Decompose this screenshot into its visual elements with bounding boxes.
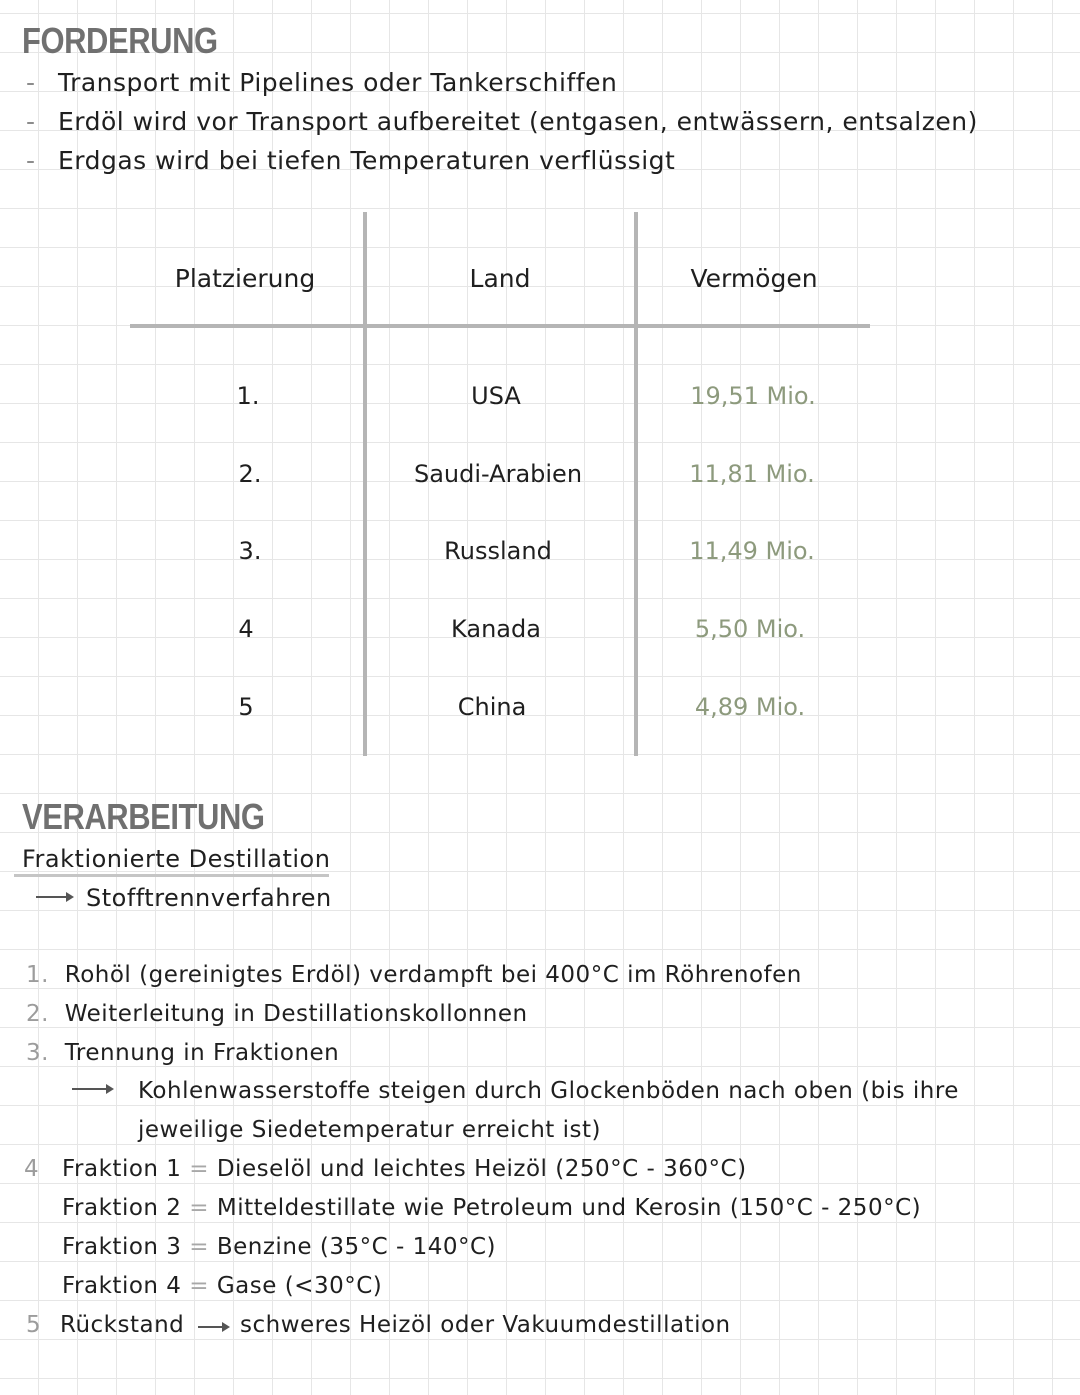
step-text: Rohöl (gereinigtes Erdöl) verdampft bei 400°C im Röhrenofen [64,962,802,988]
fraction-item [62,1195,921,1221]
table-cell-wealth: 11,49 Mio. [689,537,815,565]
table-cell-country: Russland [444,537,552,565]
step-number: 2. [26,1001,49,1027]
fraction-equals: = [189,1195,210,1221]
table-cell-country: China [457,693,527,721]
fraction-equals: = [189,1234,210,1260]
subheading-underline [14,874,329,877]
bullet-item [26,146,675,175]
fraction-label: Fraktion 2 [62,1195,182,1221]
table-cell-wealth: 19,51 Mio. [690,382,816,410]
subheading: Fraktionierte Destillation [22,845,331,873]
step-note-line: Kohlenwasserstoffe steigen durch Glockenböden nach oben (bis ihre [138,1078,959,1104]
bullet-dash: - [26,146,36,175]
bullet-text: Erdöl wird vor Transport aufbereitet (entgasen, entwässern, entsalzen) [57,107,978,136]
table-cell-country: USA [471,382,521,410]
fraction-text: Benzine (35°C - 140°C) [216,1234,497,1260]
table-cell-wealth: 4,89 Mio. [694,693,806,721]
fraction-item [62,1273,382,1299]
step-text: Trennung in Fraktionen [64,1040,340,1066]
step-item [26,1040,339,1066]
step-item [26,1001,528,1027]
bullet-text: Transport mit Pipelines oder Tankerschiffen [57,68,618,97]
fraction-item [62,1234,496,1260]
table-header-rule [130,324,870,328]
table-header-country: Land [469,264,531,293]
step-number: 4 [24,1156,40,1182]
fraction-label: Fraktion 3 [62,1234,182,1260]
table-cell-rank: 3. [238,537,262,565]
step-item [26,962,802,988]
step-number: 1. [26,962,49,988]
bullet-dash: - [26,68,36,97]
table-cell-rank: 4 [238,615,254,643]
step-number: 5 [26,1312,42,1338]
fraction-equals: = [189,1273,210,1299]
fraction-equals: = [189,1156,210,1182]
table-cell-wealth: 11,81 Mio. [689,460,815,488]
step-text: Weiterleitung in Destillationskollonnen [64,1001,528,1027]
table-cell-rank: 2. [238,460,262,488]
fraction-label: Fraktion 4 [62,1273,182,1299]
bullet-item [26,107,978,136]
fraction-text: Dieselöl und leichtes Heizöl (250°C - 360°C) [216,1156,747,1182]
bullet-item [26,68,617,97]
arrow-text: Stofftrennverfahren [86,884,332,912]
arrow-right-icon [198,1326,228,1328]
arrow-right-icon [72,1088,112,1090]
table-cell-wealth: 5,50 Mio. [694,615,806,643]
step-text: schweres Heizöl oder Vakuumdestillation [240,1312,731,1338]
bullet-text: Erdgas wird bei tiefen Temperaturen verflüssigt [57,146,676,175]
step-number: 3. [26,1040,49,1066]
arrow-right-icon [36,896,72,898]
step-label: Rückstand [60,1312,185,1338]
fraction-text: Gase (<30°C) [216,1273,383,1299]
table-cell-rank: 5 [238,693,254,721]
bullet-dash: - [26,107,36,136]
table-cell-country: Kanada [451,615,541,643]
table-header-rank: Platzierung [174,264,316,293]
step-note-line: jeweilige Siedetemperatur erreicht ist) [138,1117,601,1143]
fraction-label: Fraktion 1 [62,1156,182,1182]
table-header-wealth: Vermögen [690,264,818,293]
section-heading-forderung: FORDERUNG [22,20,218,61]
table-cell-rank: 1. [236,382,260,410]
fraction-text: Mitteldestillate wie Petroleum und Kerosin (150°C - 250°C) [216,1195,922,1221]
table-cell-country: Saudi-Arabien [413,460,583,488]
fraction-item [62,1156,747,1182]
section-heading-verarbeitung: VERARBEITUNG [22,796,265,837]
